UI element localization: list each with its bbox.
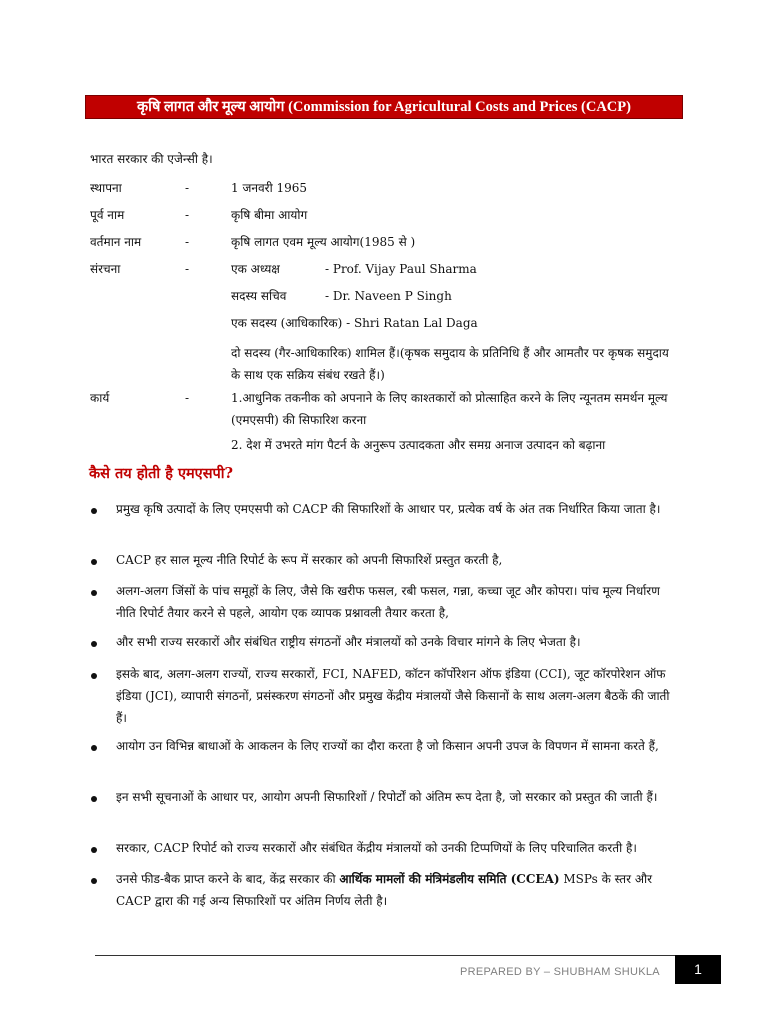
bullet-item: अलग-अलग जिंसों के पांच समूहों के लिए, जैसे कि खरीफ फसल, रबी फसल, गन्ना, कच्चा जूट और कोपरा। पांच मूल्य निर्धारण नीति रिपोर्ट तैयार करने से पहले, आयोग एक व्यापक प्रश्नावली तैयार करता है, xyxy=(116,584,660,620)
bullet-dot xyxy=(91,508,97,514)
last-bullet-text-start: उनसे फीड-बैक प्राप्त करने के बाद, केंद्र सरकार की xyxy=(116,872,340,886)
fact-value-former-name: कृषि बीमा आयोग xyxy=(231,208,308,222)
bullet-dot xyxy=(91,559,97,565)
bullet-item: और सभी राज्य सरकारों और संबंधित राष्ट्रीय संगठनों और मंत्रालयों को उनके विचार मांगने के लिए भेजता है। xyxy=(116,635,581,649)
functions-label: कार्य xyxy=(90,391,110,405)
document-title: कृषि लागत और मूल्य आयोग (Commission for Agricultural Costs and Prices (CACP) xyxy=(85,95,683,119)
bullet-dot xyxy=(91,796,97,802)
fact-label-current-name: वर्तमान नाम xyxy=(90,235,142,249)
fact-label-established: स्थापना xyxy=(90,181,122,195)
bullet-item: सरकार, CACP रिपोर्ट को राज्य सरकारों और संबंधित केंद्रीय मंत्रालयों को उनकी टिप्पणियों के लिए परिचालित करती है। xyxy=(116,841,637,855)
fact-value-current-name: कृषि लागत एवम मूल्य आयोग(1985 से ) xyxy=(231,235,416,249)
last-bullet-text-end: MSPs के स्तर और CACP द्वारा की गई अन्य सिफारिशों पर अंतिम निर्णय लेती है। xyxy=(116,872,653,908)
structure-separator: - xyxy=(185,262,190,276)
bullet-item: इन सभी सूचनाओं के आधार पर, आयोग अपनी सिफारिशों / रिपोर्टों को अंतिम रूप देता है, जो सरकार को प्रस्तुत की जाती हैं। xyxy=(116,790,658,804)
bullet-dot xyxy=(91,590,97,596)
bullet-item-last xyxy=(116,868,681,912)
function-item-1: 1.आधुनिक तकनीक को अपनाने के लिए काश्तकारों को प्रोत्साहित करने के लिए न्यूनतम समर्थन मूल्य (एमएसपी) की सिफारिश करना xyxy=(231,391,668,427)
bullet-dot xyxy=(91,878,97,884)
section-heading: कैसे तय होती है एमएसपी? xyxy=(89,465,233,482)
secretary-role: सदस्य सचिव xyxy=(231,289,287,303)
fact-value-established: 1 जनवरी 1965 xyxy=(231,181,308,195)
footer-prepared-by: PREPARED BY – SHUBHAM SHUKLA xyxy=(460,966,660,978)
fact-separator: - xyxy=(185,181,190,195)
fact-label-former-name: पूर्व नाम xyxy=(90,208,125,222)
bullet-item: प्रमुख कृषि उत्पादों के लिए एमएसपी को CACP की सिफारिशों के आधार पर, प्रत्येक वर्ष के अंत तक निर्धारित किया जाता है। xyxy=(116,502,661,516)
bullet-dot xyxy=(91,673,97,679)
fact-separator: - xyxy=(185,208,190,222)
page-number: 1 xyxy=(675,955,721,984)
bullet-item: इसके बाद, अलग-अलग राज्यों, राज्य सरकारों, FCI, NAFED, कॉटन कॉर्पोरेशन ऑफ इंडिया (CCI), जूट कॉरपोरेशन ऑफ इंडिया (JCI), व्यापारी संगठनों, प्रसंस्करण संगठनों और प्रमुख केंद्रीय मंत्रालयों जैसे किसानों के साथ अलग-अलग बैठकें की जाती हैं। xyxy=(116,667,670,725)
function-item-2: 2. देश में उभरते मांग पैटर्न के अनुरूप उत्पादकता और समग्र अनाज उत्पादन को बढ़ाना xyxy=(231,438,606,452)
fact-separator: - xyxy=(185,235,190,249)
bullet-dot xyxy=(91,641,97,647)
chair-name: - Prof. Vijay Paul Sharma xyxy=(325,262,477,276)
official-member: एक सदस्य (आधिकारिक) - Shri Ratan Lal Daga xyxy=(231,316,478,330)
footer-rule xyxy=(95,955,720,956)
intro-text: भारत सरकार की एजेन्सी है। xyxy=(90,152,213,166)
structure-label: संरचना xyxy=(90,262,121,276)
bullet-item: आयोग उन विभिन्न बाधाओं के आकलन के लिए राज्यों का दौरा करता है जो किसान अपनी उपज के विपणन में सामना करते हैं, xyxy=(116,739,659,753)
chair-role: एक अध्यक्ष xyxy=(231,262,280,276)
non-official-members: दो सदस्य (गैर-आधिकारिक) शामिल हैं।(कृषक समुदाय के प्रतिनिधि हैं और आमतौर पर कृषक समुदाय के साथ एक सक्रिय संबंध रखते हैं।) xyxy=(231,346,669,382)
bullet-item: CACP हर साल मूल्य नीति रिपोर्ट के रूप में सरकार को अपनी सिफारिशें प्रस्तुत करती है, xyxy=(116,553,503,567)
bullet-dot xyxy=(91,847,97,853)
functions-separator: - xyxy=(185,391,190,405)
bullet-dot xyxy=(91,745,97,751)
last-bullet-bold-text: आर्थिक मामलों की मंत्रिमंडलीय समिति (CCEA) xyxy=(339,872,560,886)
secretary-name: - Dr. Naveen P Singh xyxy=(325,289,452,303)
